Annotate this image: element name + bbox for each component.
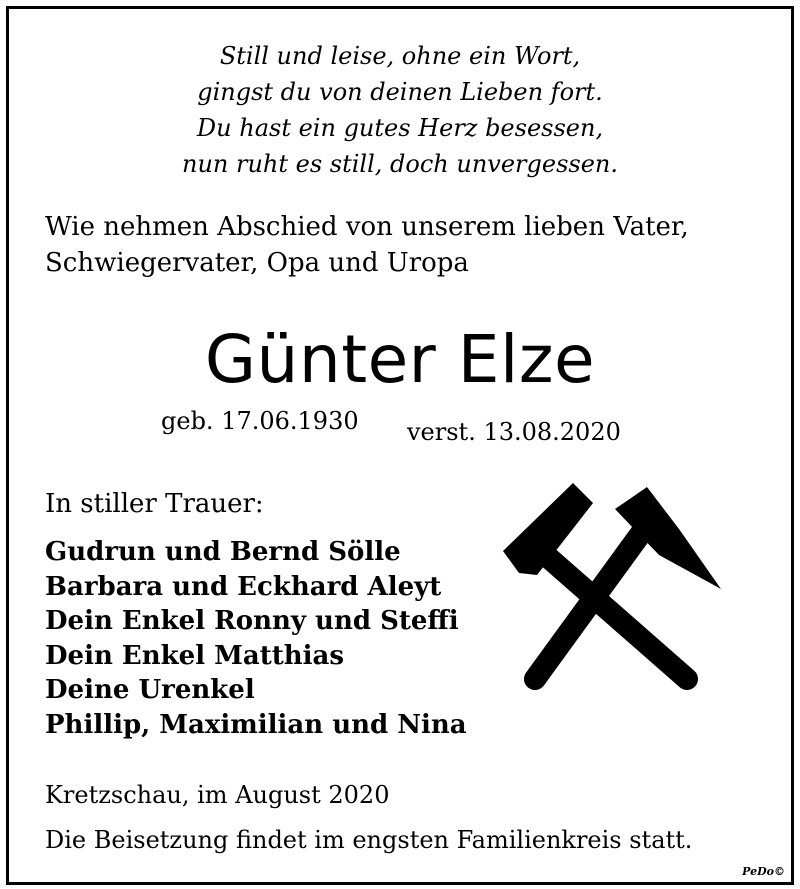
mourner-line: Dein Enkel Ronny und Steffi (45, 606, 459, 636)
mourner-line: Dein Enkel Matthias (45, 640, 345, 671)
mourning-label: In stiller Trauer: (45, 489, 264, 519)
poem (9, 38, 791, 182)
crossed-hammers-icon (491, 479, 731, 695)
burial-note: Die Beisetzung findet im engsten Familienkreis statt. (45, 826, 693, 854)
intro-text (45, 209, 689, 281)
poem-line: Still und leise, ohne ein Wort, (219, 42, 581, 70)
artist-signature: PeDo© (742, 865, 785, 878)
mourners-list (45, 535, 467, 742)
obituary-notice (6, 6, 794, 885)
deceased-name: Günter Elze (204, 321, 596, 398)
mourner-line: Phillip, Maximilian und Nina (45, 709, 467, 740)
mourner-line: Barbara und Eckhard Aleyt (45, 571, 442, 602)
mourner-line: Gudrun und Bernd Sölle (45, 537, 401, 567)
poem-line: nun ruht es still, doch unvergessen. (181, 150, 619, 178)
mourner-line: Deine Urenkel (45, 675, 255, 705)
birth-date: geb. 17.06.1930 (161, 407, 359, 435)
intro-line: Wie nehmen Abschied von unserem lieben Vater, (45, 212, 689, 242)
poem-line: Du hast ein gutes Herz besessen, (196, 114, 604, 142)
intro-line: Schwiegervater, Opa und Uropa (45, 248, 469, 278)
death-date: verst. 13.08.2020 (407, 418, 621, 446)
place-date: Kretzschau, im August 2020 (45, 781, 390, 809)
poem-line: gingst du von deinen Lieben fort. (197, 78, 603, 106)
